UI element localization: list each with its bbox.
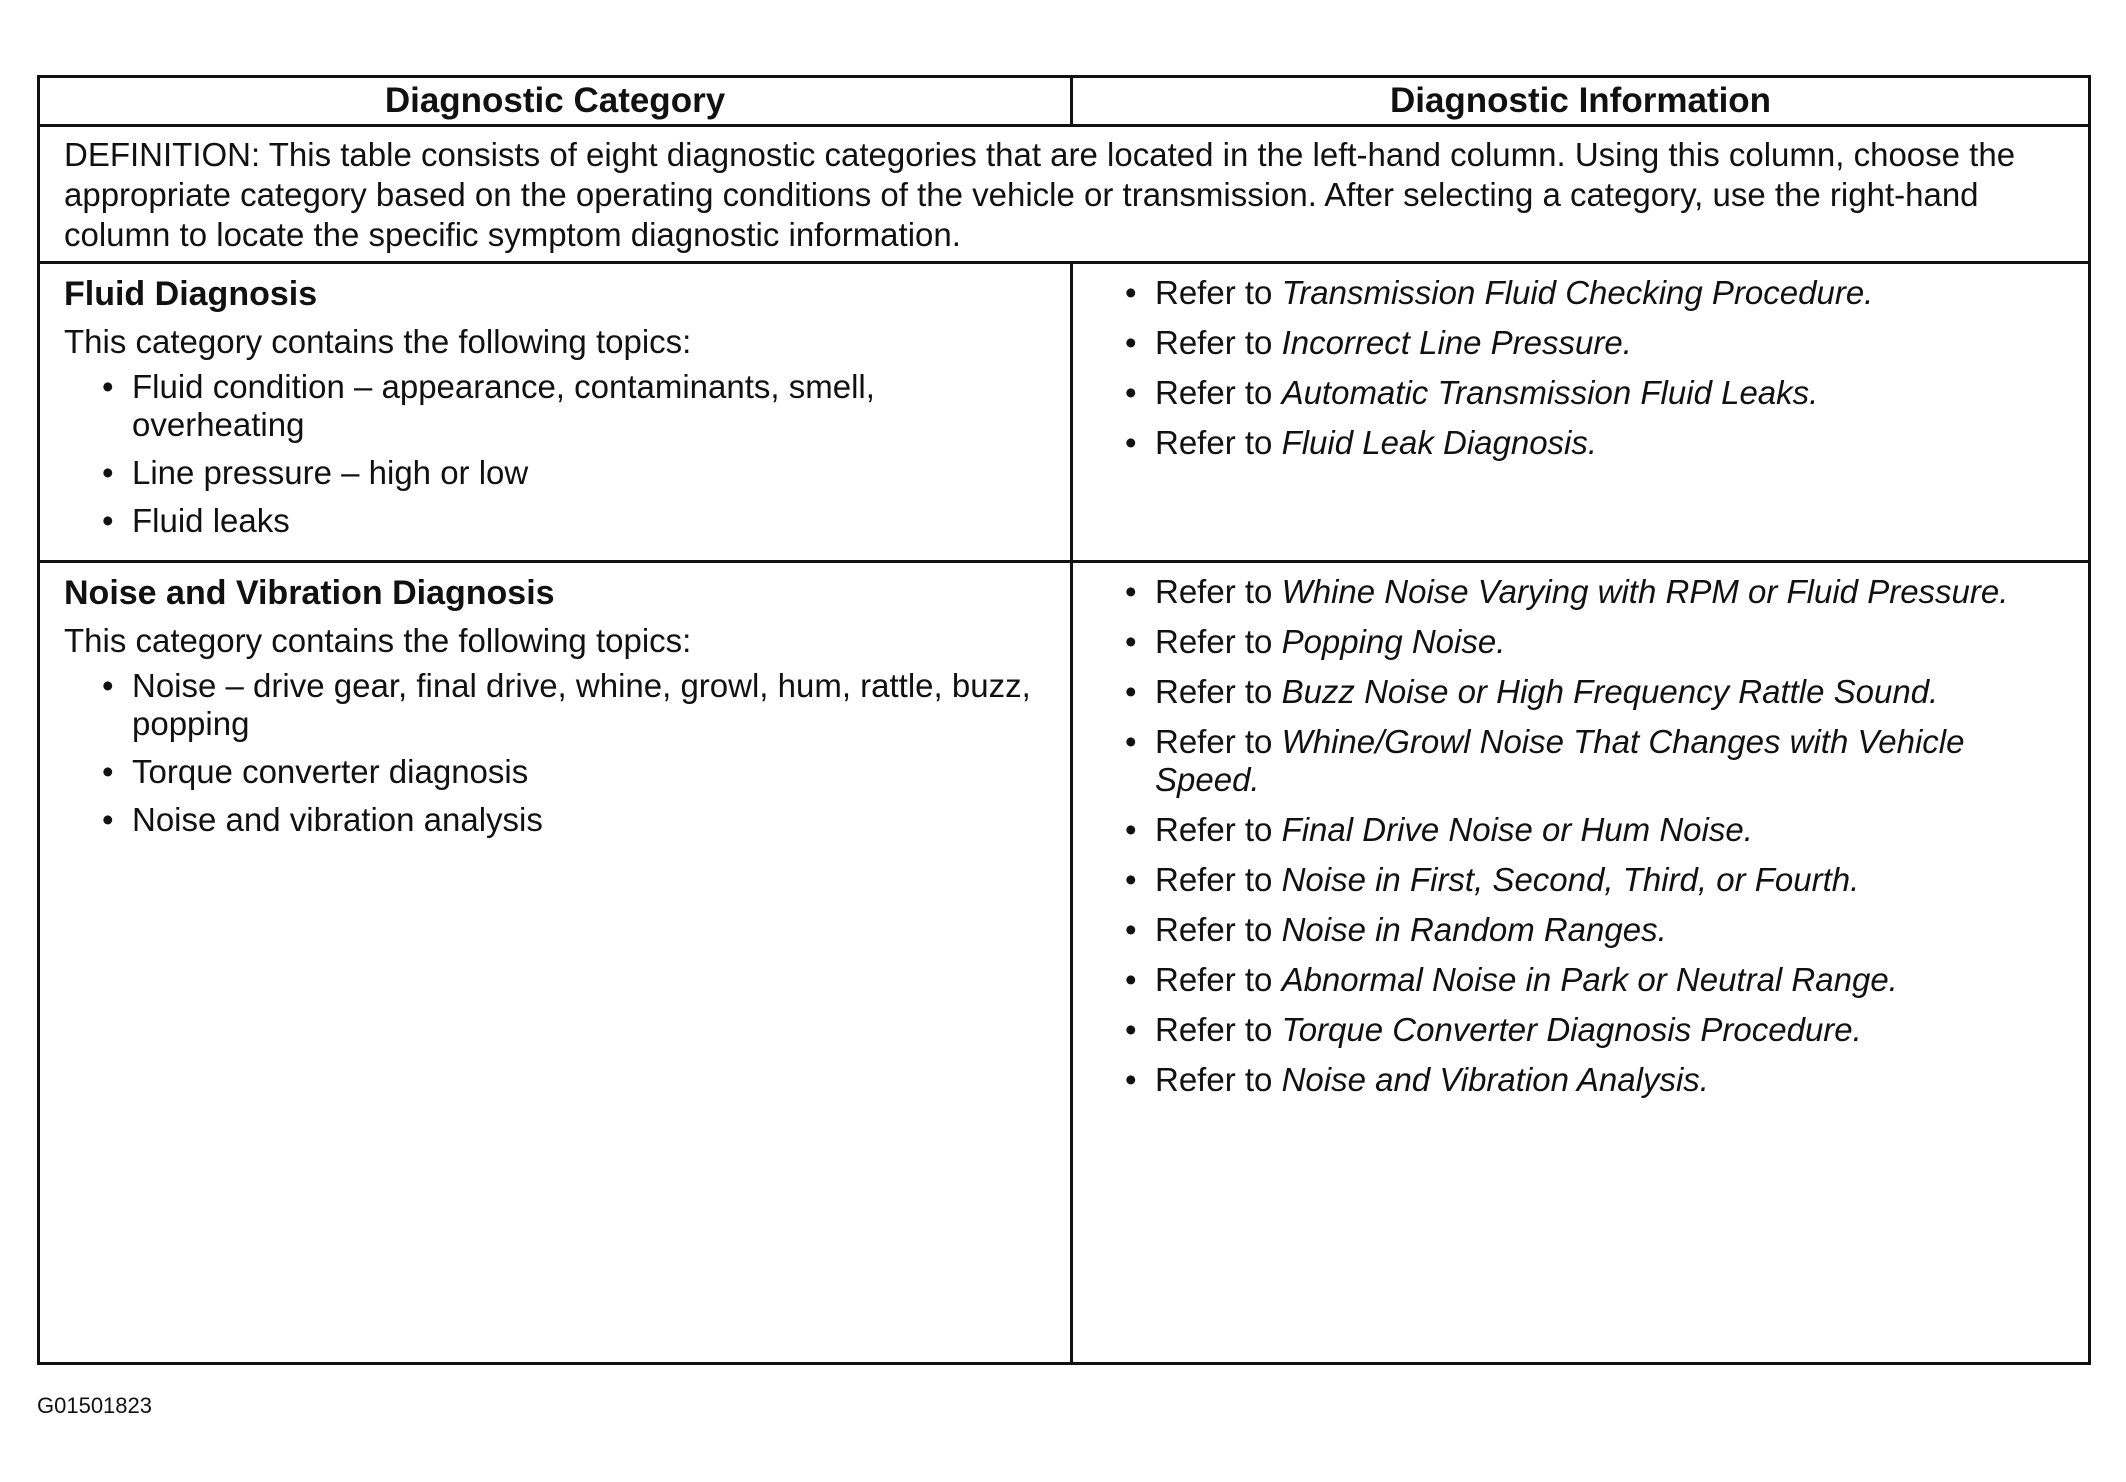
reference-link[interactable]: Buzz Noise or High Frequency Rattle Sound. xyxy=(1281,673,1939,710)
reference-list xyxy=(1097,274,2068,462)
reference-link[interactable]: Incorrect Line Pressure. xyxy=(1281,324,1632,361)
table-row xyxy=(39,562,2090,1364)
reference-list xyxy=(1097,573,2068,1099)
reference-prefix: Refer to xyxy=(1155,961,1282,998)
topic-item: • Line pressure – high or low xyxy=(64,454,1050,492)
reference-item xyxy=(1097,623,2068,661)
reference-prefix: Refer to xyxy=(1155,324,1282,361)
reference-link[interactable]: Popping Noise. xyxy=(1281,623,1506,660)
reference-link[interactable]: Torque Converter Diagnosis Procedure. xyxy=(1281,1011,1862,1048)
header-diagnostic-information: Diagnostic Information xyxy=(1072,77,2090,126)
reference-item xyxy=(1097,961,2068,999)
reference-prefix: Refer to xyxy=(1155,623,1282,660)
reference-link[interactable]: Whine Noise Varying with RPM or Fluid Pressure. xyxy=(1281,573,2009,610)
reference-item xyxy=(1097,911,2068,949)
reference-item xyxy=(1097,861,2068,899)
information-cell xyxy=(1072,263,2090,562)
topic-list xyxy=(64,368,1050,540)
reference-link[interactable]: Whine/Growl Noise That Changes with Vehicle Speed. xyxy=(1155,723,1965,798)
category-intro: This category contains the following topics: xyxy=(64,323,692,360)
reference-item xyxy=(1097,374,2068,412)
reference-link[interactable]: Noise in Random Ranges. xyxy=(1281,911,1667,948)
topic-item: • Torque converter diagnosis xyxy=(64,753,1050,791)
category-intro: This category contains the following topics: xyxy=(64,622,692,659)
reference-link[interactable]: Noise in First, Second, Third, or Fourth. xyxy=(1281,861,1860,898)
category-title: Noise and Vibration Diagnosis xyxy=(64,574,555,612)
reference-item xyxy=(1097,811,2068,849)
reference-link[interactable]: Transmission Fluid Checking Procedure. xyxy=(1281,274,1874,311)
topic-item: • Fluid condition – appearance, contaminants, smell, overheating xyxy=(64,368,1050,444)
reference-item xyxy=(1097,573,2068,611)
definition-row xyxy=(39,126,2090,263)
topic-item: • Noise and vibration analysis xyxy=(64,801,1050,839)
reference-prefix: Refer to xyxy=(1155,274,1282,311)
table-header-row xyxy=(39,77,2090,126)
reference-prefix: Refer to xyxy=(1155,1011,1282,1048)
category-cell xyxy=(39,562,1072,1364)
category-cell xyxy=(39,263,1072,562)
reference-prefix: Refer to xyxy=(1155,911,1282,948)
reference-item xyxy=(1097,1011,2068,1049)
definition-text: DEFINITION: This table consists of eight diagnostic categories that are located in the left-hand column. Using this column, choose the appropriate category based on the operating conditions of the vehicle or transmission. After selecting a category, use the right-hand column to locate the specific symptom diagnostic information. xyxy=(39,126,2090,263)
reference-item xyxy=(1097,723,2068,799)
table-row xyxy=(39,263,2090,562)
reference-link[interactable]: Final Drive Noise or Hum Noise. xyxy=(1281,811,1753,848)
diagnostic-table xyxy=(37,75,2091,1365)
reference-item xyxy=(1097,1061,2068,1099)
reference-prefix: Refer to xyxy=(1155,861,1282,898)
reference-item xyxy=(1097,324,2068,362)
topic-list xyxy=(64,667,1050,839)
header-diagnostic-category: Diagnostic Category xyxy=(39,77,1072,126)
reference-link[interactable]: Abnormal Noise in Park or Neutral Range. xyxy=(1281,961,1898,998)
reference-link[interactable]: Noise and Vibration Analysis. xyxy=(1281,1061,1709,1098)
topic-item: • Fluid leaks xyxy=(64,502,1050,540)
reference-prefix: Refer to xyxy=(1155,573,1282,610)
reference-prefix: Refer to xyxy=(1155,811,1282,848)
reference-item xyxy=(1097,424,2068,462)
reference-prefix: Refer to xyxy=(1155,424,1282,461)
topic-item: • Noise – drive gear, final drive, whine, growl, hum, rattle, buzz, popping xyxy=(64,667,1050,743)
reference-prefix: Refer to xyxy=(1155,374,1282,411)
reference-prefix: Refer to xyxy=(1155,723,1282,760)
information-cell xyxy=(1072,562,2090,1364)
reference-item xyxy=(1097,274,2068,312)
figure-code: G01501823 xyxy=(37,1393,152,1418)
reference-prefix: Refer to xyxy=(1155,1061,1282,1098)
reference-link[interactable]: Automatic Transmission Fluid Leaks. xyxy=(1281,374,1819,411)
reference-link[interactable]: Fluid Leak Diagnosis. xyxy=(1281,424,1598,461)
category-title: Fluid Diagnosis xyxy=(64,275,318,313)
reference-item xyxy=(1097,673,2068,711)
reference-prefix: Refer to xyxy=(1155,673,1282,710)
